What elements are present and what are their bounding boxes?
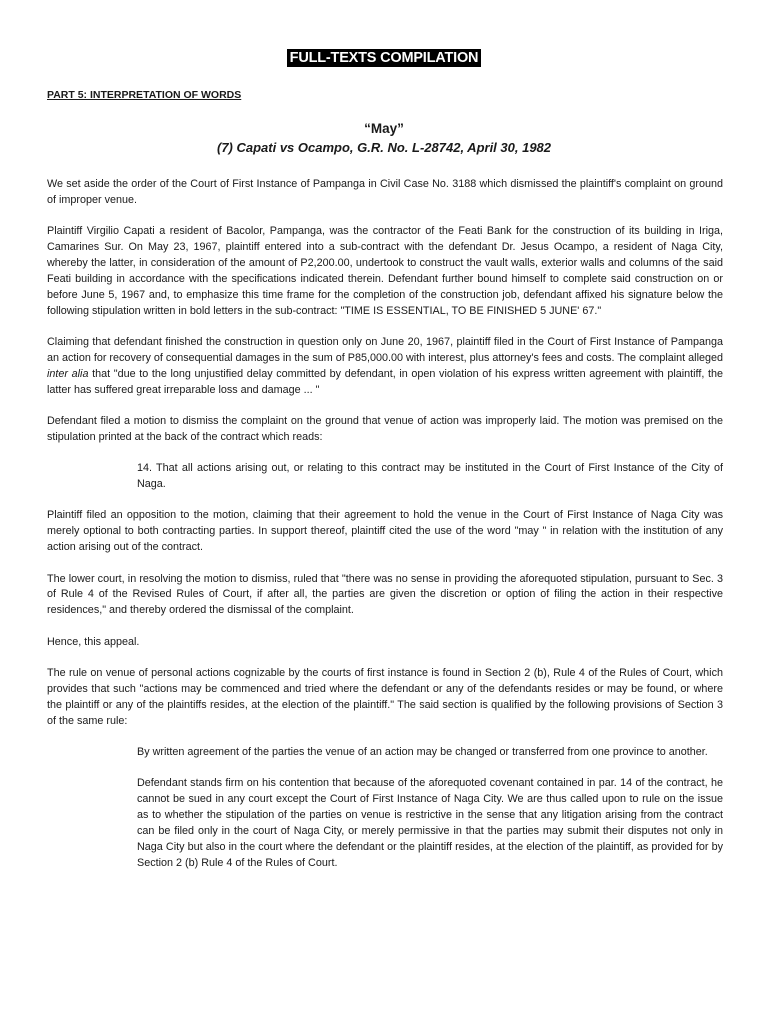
paragraph-7: Hence, this appeal. [47, 635, 140, 648]
paragraph-3 [47, 335, 723, 399]
block-quote-2: By written agreement of the parties the venue of an action may be changed or transferred from one province to another. [137, 745, 708, 758]
document-title: FULL-TEXTS COMPILATION [287, 49, 482, 67]
paragraph-2: Plaintiff Virgilio Capati a resident of Bacolor, Pampanga, was the contractor of the Feati Bank for the construction of its building in Iriga, Camarines Sur. On May 23, 1967, plaintiff entered into a sub-contract with the defendant Dr. Jesus Ocampo, a resident of Naga City, whereby the latter, in consideration of the amount of P2,200.00, undertook to construct the vault walls, exterior walls and columns of the said Feati building in accordance with the specifications indicated therein. Defendant further bound himself to complete said construction on or before June 5, 1967 and, to emphasize this time frame for the completion of the construction job, defendant affixed his signature below the following stipulation written in bold letters in the sub-contract: "TIME IS ESSENTIAL, TO BE FINISHED 5 JUNE' 67." [47, 225, 723, 317]
document-title-block [0, 49, 768, 67]
part-heading: PART 5: INTERPRETATION OF WORDS [47, 89, 242, 101]
interpreted-word: “May” [364, 121, 404, 136]
paragraph-6: The lower court, in resolving the motion to dismiss, ruled that "there was no sense in providing the aforequoted stipulation, pursuant to Sec. 3 of Rule 4 of the Revised Rules of Court, if after all, the parties are given the discretion or option of filing the action in their respective residences," and thereby ordered the dismissal of the complaint. [47, 572, 723, 617]
paragraph-1: We set aside the order of the Court of First Instance of Pampanga in Civil Case No. 3188 which dismissed the plaintiff's complaint on ground of improper venue. [47, 178, 723, 206]
paragraph-5: Plaintiff filed an opposition to the motion, claiming that their agreement to hold the venue in the Court of First Instance of Naga City was merely optional to both contracting parties. In support thereof, plaintiff cited the use of the word "may " in relation with the institution of any action arising out of the contract. [47, 509, 723, 554]
paragraph-4: Defendant filed a motion to dismiss the complaint on the ground that venue of action was improperly laid. The motion was premised on the stipulation printed at the back of the contract which reads: [47, 415, 723, 443]
case-title: (7) Capati vs Ocampo, G.R. No. L-28742, April 30, 1982 [216, 140, 552, 155]
paragraph-8: The rule on venue of personal actions cognizable by the courts of first instance is found in Section 2 (b), Rule 4 of the Rules of Court, which provides that such "actions may be commenced and tried where the defendant or any of the defendants resides or may be found, or where the plaintiff or any of the plaintiffs resides, at the election of the plaintiff." The said section is qualified by the following provisions of Section 3 of the same rule: [47, 666, 723, 727]
paragraph-3-italic: inter alia [47, 367, 89, 380]
paragraph-3-text-b: that "due to the long unjustified delay committed by defendant, in open violation of his express written agreement with plaintiff, the latter has suffered great irreparable loss and damage ... " [47, 367, 723, 396]
block-quote-3: Defendant stands firm on his contention that because of the aforequoted covenant contained in par. 14 of the contract, he cannot be sued in any court except the Court of First Instance of Naga City. We are thus called upon to rule on the issue as to whether the stipulation of the parties on venue is restrictive in the sense that any litigation arising from the contract can be filed only in the court of Naga City, or merely permissive in that the parties may submit their disputes not only in Naga City but also in the court where the defendant or the plaintiff resides, at the election of the plaintiff, as provided for by Section 2 (b) Rule 4 of the Rules of Court. [137, 777, 723, 869]
paragraph-3-text-a: Claiming that defendant finished the construction in question only on June 20, 1967, plaintiff filed in the Court of First Instance of Pampanga an action for recovery of consequential damages in the sum of P85,000.00 with interest, plus attorney's fees and costs. The complaint alleged [47, 336, 723, 364]
document-body [47, 177, 723, 887]
block-quote-1: 14. That all actions arising out, or relating to this contract may be instituted in the Court of First Instance of the City of Naga. [137, 462, 723, 491]
